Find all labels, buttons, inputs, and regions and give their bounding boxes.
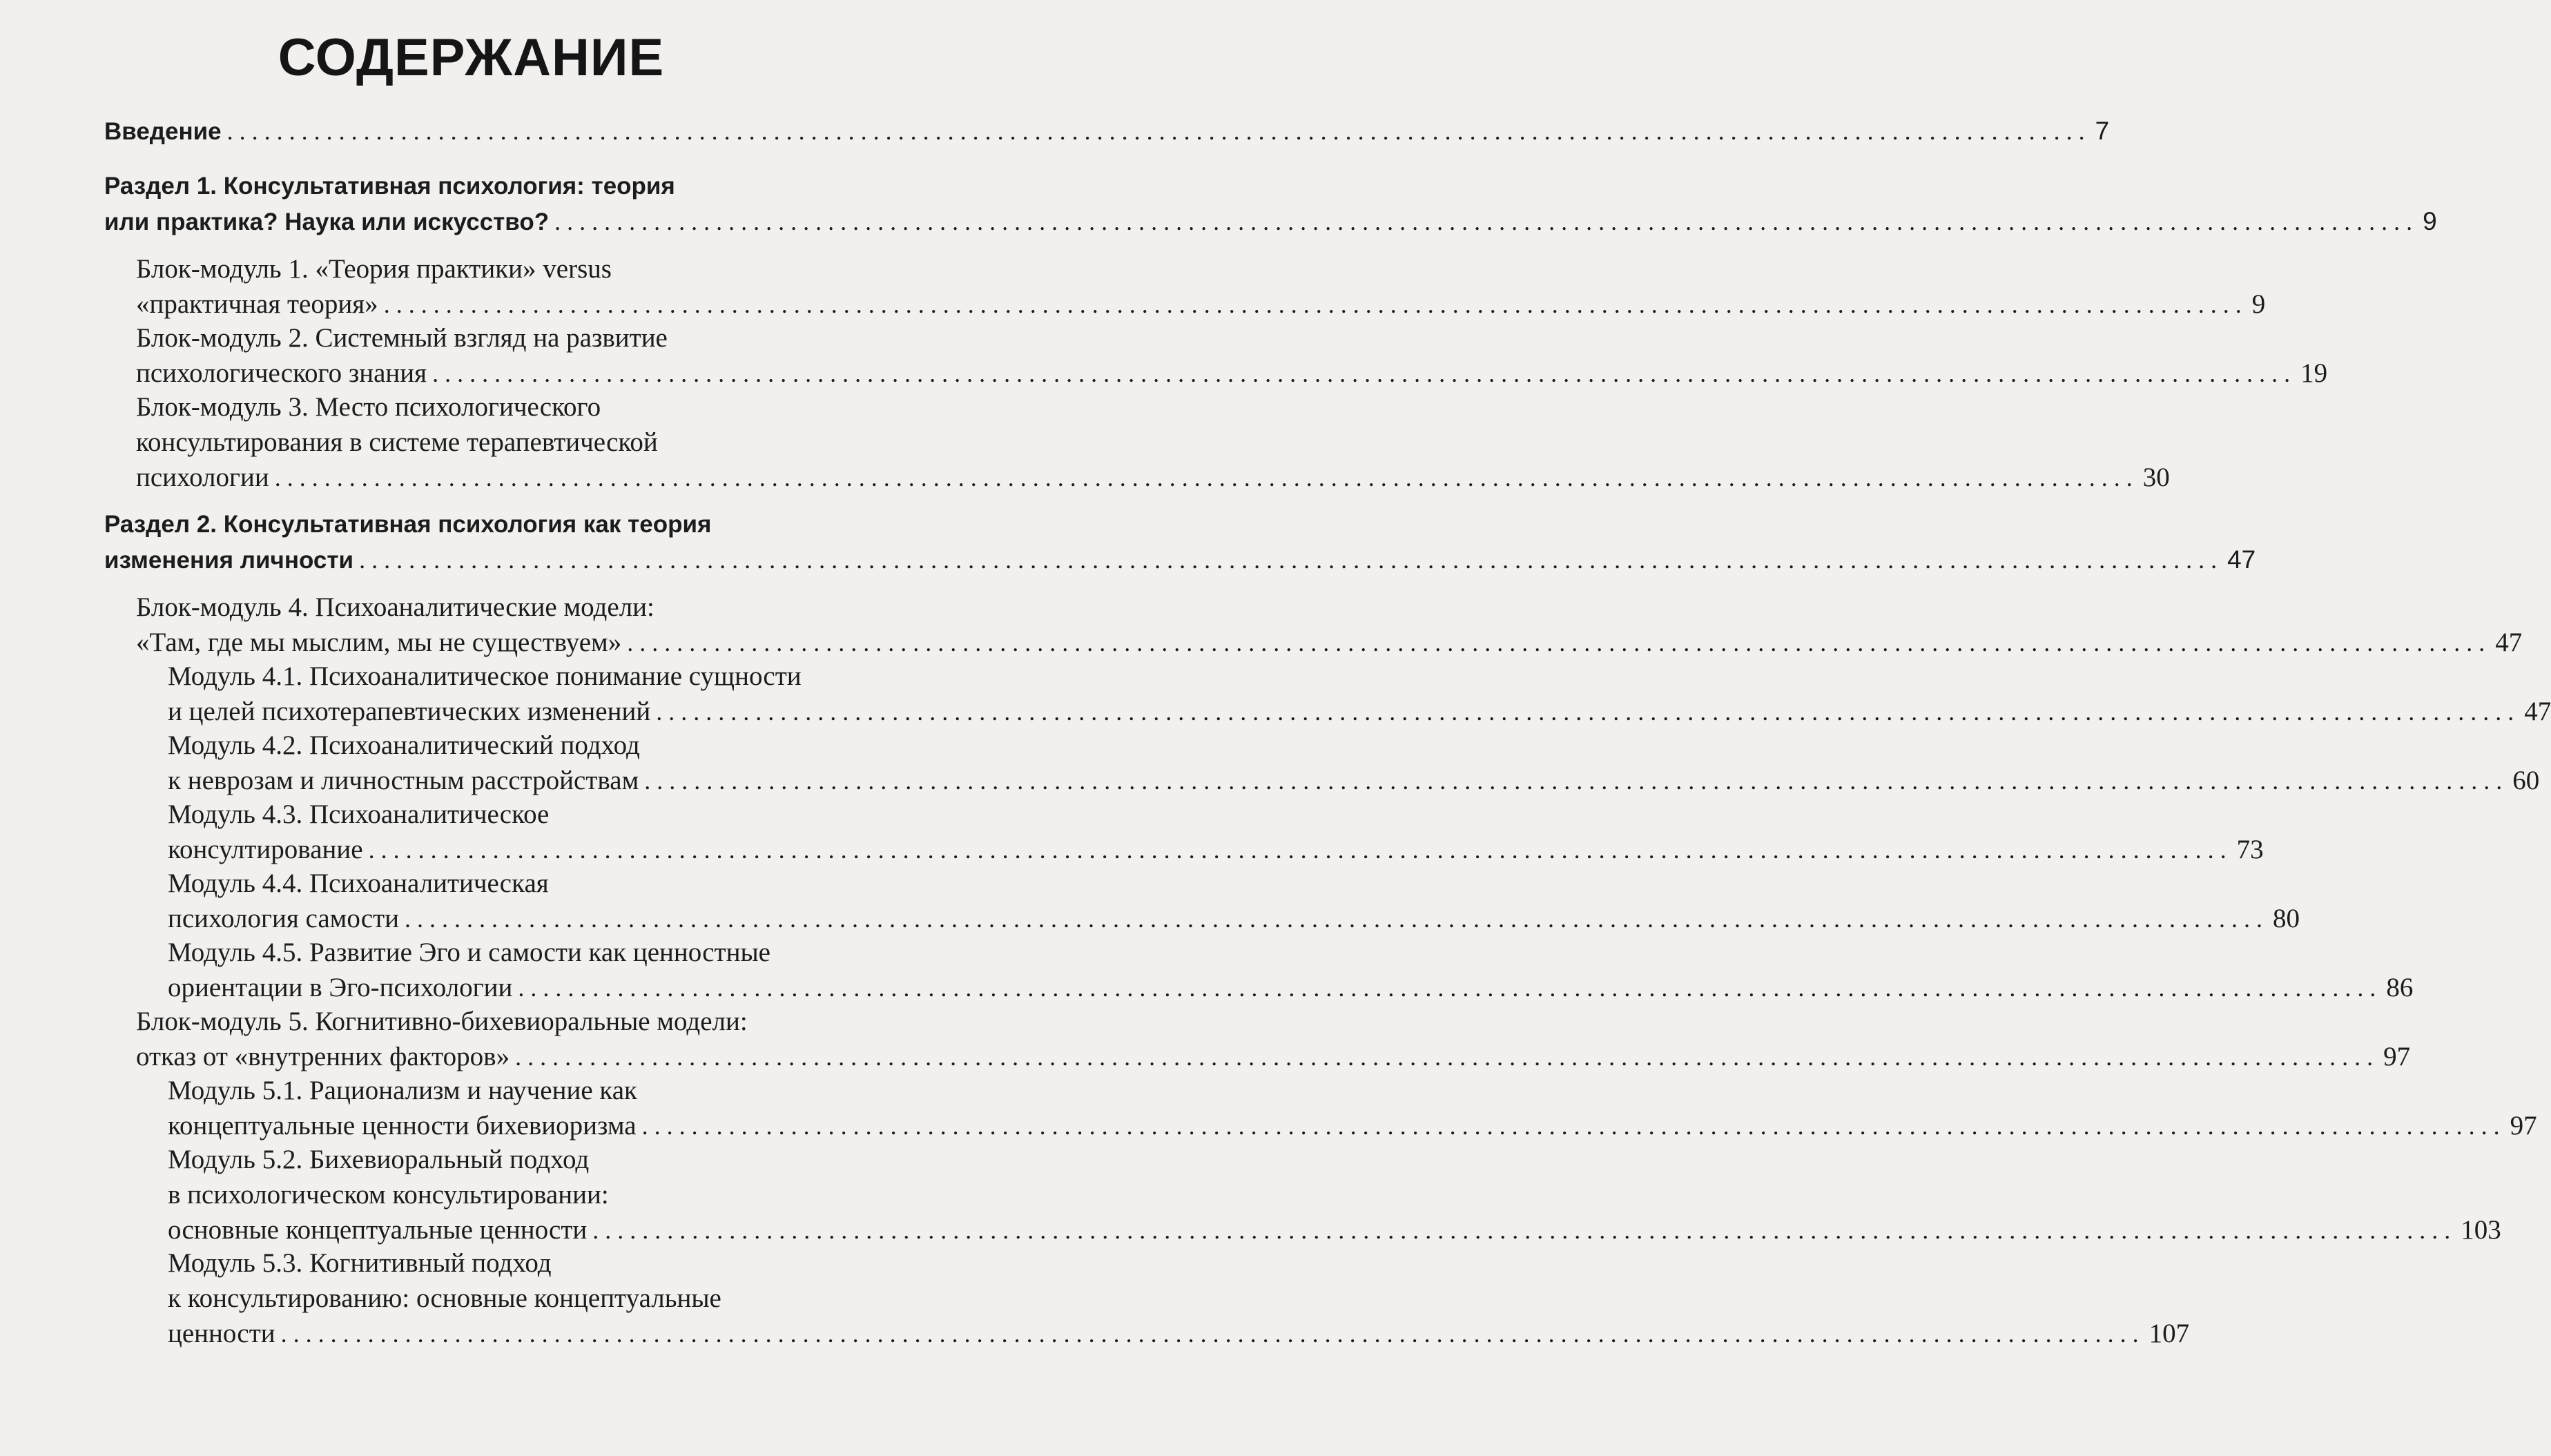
toc-entry-title: ценности [168,1319,275,1348]
toc-entry-line: Модуль 4.4. Психоаналитическая [168,868,549,898]
page-number: 97 [2383,1042,2411,1071]
toc-entry-title: отказ от «внутренних факторов» [136,1042,510,1071]
toc-entry-line [168,1317,2190,1351]
toc-entry-line [168,971,2414,1005]
toc-entry-title: консултирование [168,835,363,864]
dot-leader: ...................................................................................................................................................... [518,974,2383,1002]
toc-entry-line [168,833,2264,867]
toc-entry-line [104,543,2256,577]
toc-entry-title: «практичная теория» [136,289,378,319]
page-number: 73 [2236,835,2264,864]
toc-entry-title: основные концептуальные ценности [168,1215,588,1245]
dot-leader: ...................................................................................................................................................... [274,464,2139,492]
toc-entry-line: Блок-модуль 1. «Теория практики» versus [136,254,612,284]
dot-leader: ...................................................................................................................................................... [432,360,2297,387]
toc-entry-line: Модуль 4.2. Психоаналитический подход [168,730,640,760]
toc-entry-line [104,114,2110,148]
toc-entry-line [136,1040,2411,1074]
dot-leader: ...................................................................................................................................................... [405,905,2269,933]
page-title: СОДЕРЖАНИЕ [278,28,665,87]
toc-entry-line: Модуль 4.3. Психоаналитическое [168,799,550,829]
page-number: 30 [2142,463,2170,492]
page-number: 47 [2227,545,2256,574]
dot-leader: ...................................................................................................................................................... [515,1043,2380,1071]
toc-entry-line [104,204,2437,239]
toc-entry-line: Блок-модуль 5. Когнитивно-бихевиоральные модели: [136,1007,748,1036]
page-number: 47 [2524,697,2551,726]
toc-entry-line: в психологическом консультировании: [168,1180,609,1210]
dot-leader: ...................................................................................................................................................... [226,117,2091,145]
toc-entry-line [136,287,2266,322]
toc-entry-title: ориентации в Эго-психологии [168,973,513,1002]
dot-leader: ...................................................................................................................................................... [359,546,2224,574]
page-number: 60 [2512,766,2540,795]
dot-leader: ...................................................................................................................................................... [592,1216,2457,1244]
dot-leader: ...................................................................................................................................................... [627,629,2492,657]
toc-entry-line: Модуль 5.2. Бихевиоральный подход [168,1145,590,1174]
dot-leader: ...................................................................................................................................................... [656,698,2521,726]
toc-entry-line [136,625,2523,660]
toc-entry-title: психологического знания [136,358,427,388]
toc-entry-line: Модуль 5.3. Когнитивный подход [168,1248,552,1278]
dot-leader: ...................................................................................................................................................... [280,1320,2145,1348]
page-number: 107 [2149,1319,2190,1348]
toc-entry-line: консультирования в системе терапевтической [136,427,658,457]
dot-leader: ...................................................................................................................................................... [383,291,2248,318]
toc-entry-title: «Там, где мы мыслим, мы не существуем» [136,628,622,657]
toc-entry-line: Модуль 5.1. Рационализм и научение как [168,1076,638,1105]
toc-entry-title: Введение [104,118,222,145]
toc-entry-title: изменения личности [104,547,354,574]
toc-entry-line: Раздел 2. Консультативная психология как теория [104,511,712,538]
toc-entry-title: и целей психотерапевтических изменений [168,697,651,726]
toc-entry-title: психологии [136,463,269,492]
toc-entry-line: к консультированию: основные концептуальные [168,1283,721,1313]
toc-entry-line [136,460,2170,495]
page-number: 9 [2251,289,2266,319]
toc-entry-line: Раздел 1. Консультативная психология: теория [104,173,675,200]
toc-entry-line: Блок-модуль 3. Место психологического [136,392,601,422]
page-number: 7 [2095,117,2110,145]
toc-entry-line [168,902,2300,936]
toc-entry-line [168,695,2551,729]
page-number: 9 [2423,207,2437,235]
page-number: 47 [2495,628,2523,657]
dot-leader: ...................................................................................................................................................... [641,1112,2506,1140]
toc-entry-line: Модуль 4.1. Психоаналитическое понимание сущности [168,661,802,691]
dot-leader: ...................................................................................................................................................... [644,767,2509,795]
toc-entry-line: Блок-модуль 2. Системный взгляд на развитие [136,323,668,353]
toc-entry-title: к неврозам и личностным расстройствам [168,766,639,795]
toc-entry-title: психология самости [168,904,400,933]
page-number: 86 [2386,973,2414,1002]
toc-entry-title: или практика? Наука или искусство? [104,208,550,235]
toc-entry-line [168,1213,2501,1248]
dot-leader: ...................................................................................................................................................... [554,208,2419,235]
toc-entry-line [168,764,2540,798]
toc-entry-line [136,356,2328,391]
toc-entry-line: Блок-модуль 4. Психоаналитические модели: [136,592,654,622]
dot-leader: ...................................................................................................................................................... [368,836,2233,864]
page-number: 97 [2510,1111,2537,1140]
toc-entry-line: Модуль 4.5. Развитие Эго и самости как ценностные [168,938,770,967]
page-number: 80 [2273,904,2300,933]
toc-entry-title: концептуальные ценности бихевиоризма [168,1111,637,1140]
toc-entry-line [168,1109,2537,1143]
page-number: 19 [2300,358,2328,388]
page-number: 103 [2461,1215,2501,1245]
